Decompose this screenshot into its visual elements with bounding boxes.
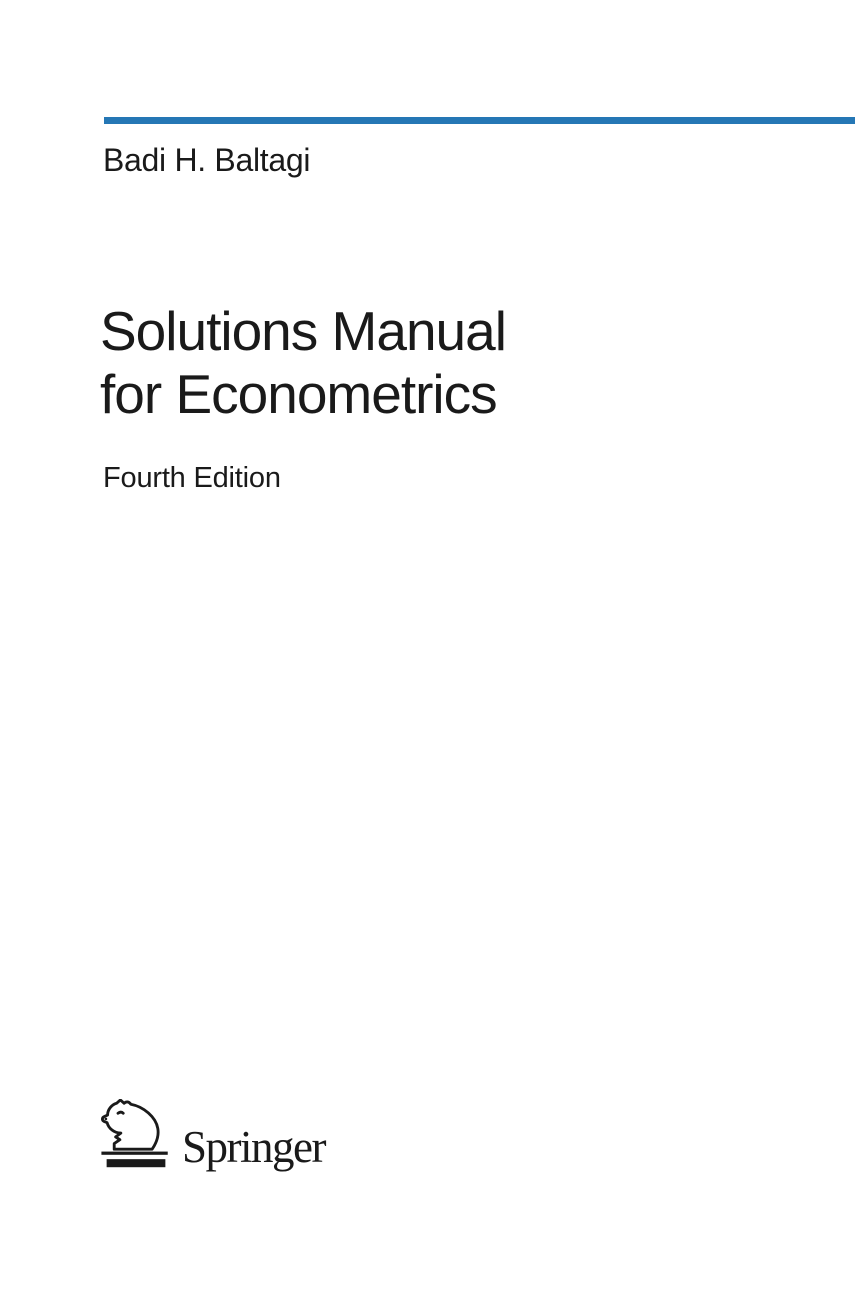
author-name: Badi H. Baltagi: [103, 142, 311, 178]
publisher-logo: [100, 1099, 325, 1171]
book-title-line-2: for Econometrics: [100, 363, 497, 425]
book-title: [100, 300, 506, 426]
book-title-line-1: Solutions Manual: [100, 300, 506, 362]
publisher-name: Springer: [182, 1122, 325, 1172]
accent-rule: [104, 117, 855, 124]
springer-horse-icon: [100, 1099, 172, 1171]
edition-label: Fourth Edition: [103, 462, 281, 494]
